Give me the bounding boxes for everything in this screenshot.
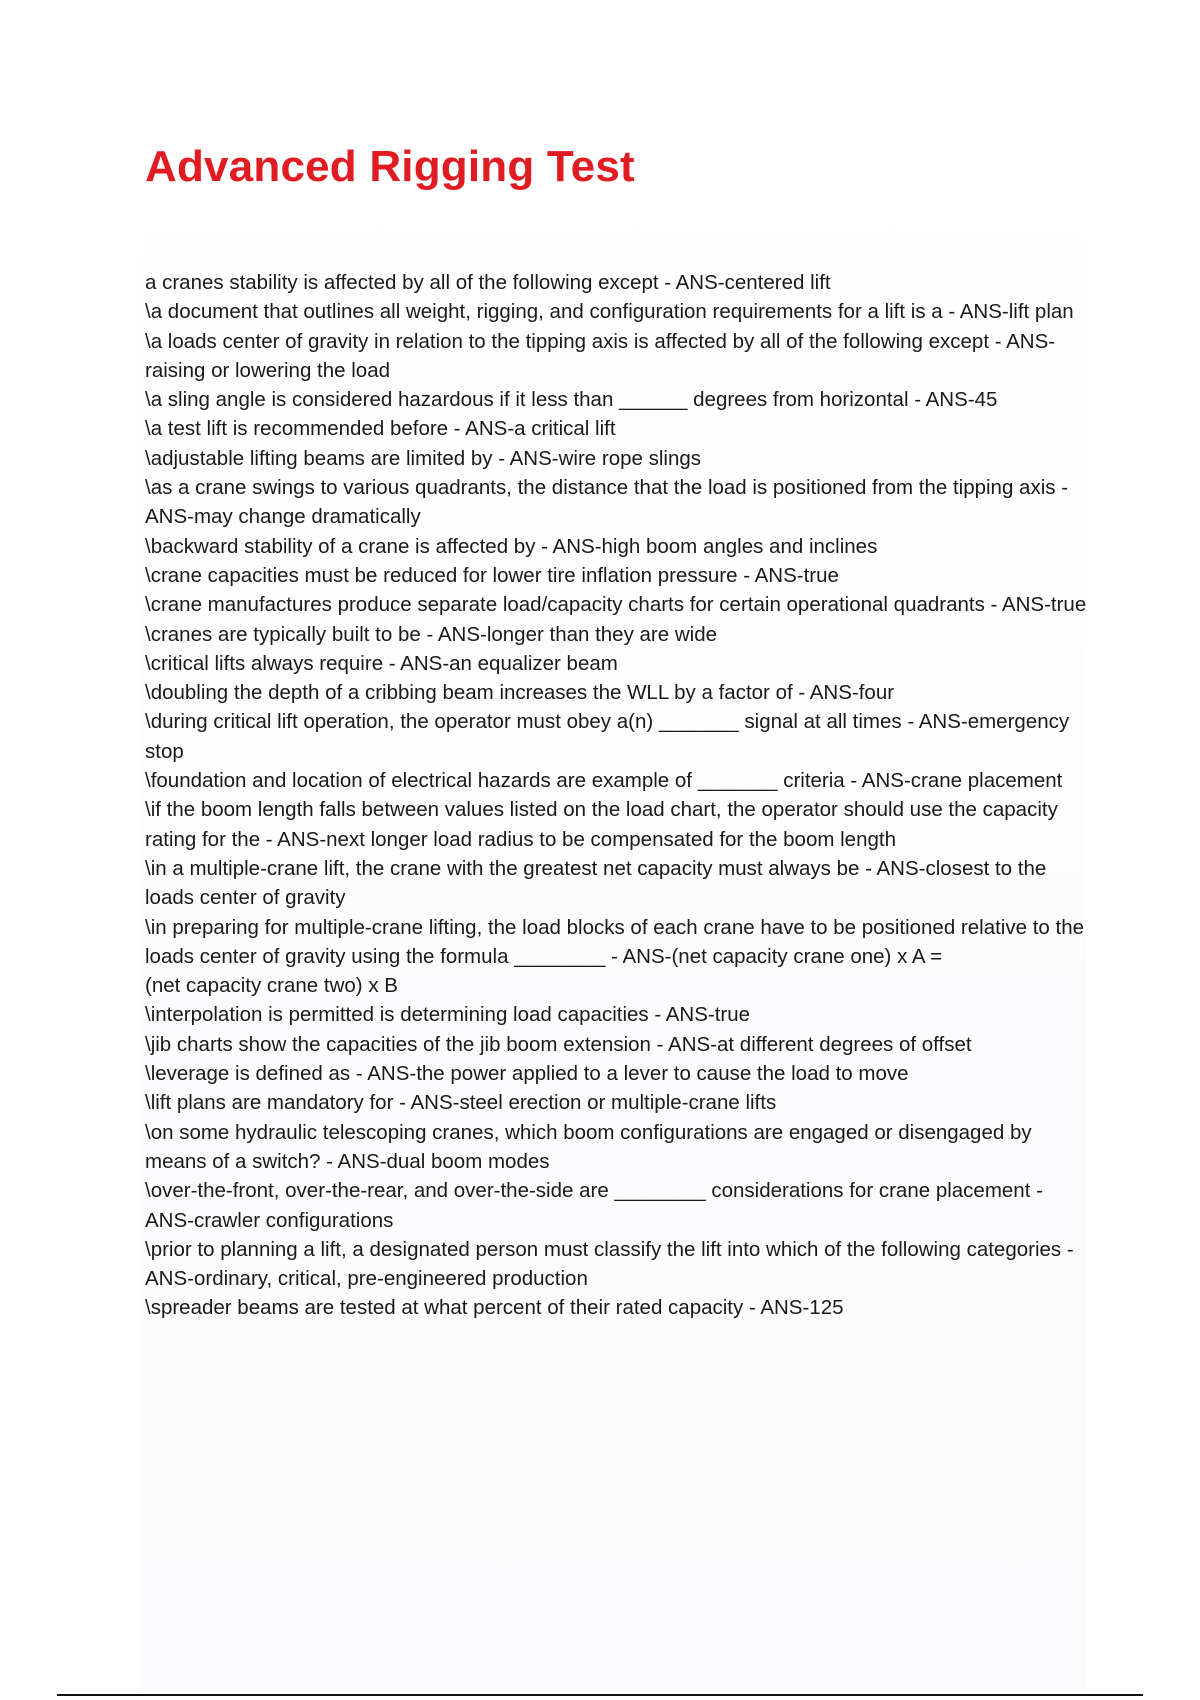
qa-entry: \cranes are typically built to be - ANS-longer than they are wide (145, 622, 718, 646)
qa-entry: \in preparing for multiple-crane lifting, the load blocks of each crane have to be positioned relative to the loads center of gravity using the formula ________ - ANS-(net capacity crane one) x A = (145, 915, 1090, 968)
qa-entry: \in a multiple-crane lift, the crane with the greatest net capacity must always be - ANS-closest to the loads center of gravity (145, 856, 1052, 910)
qa-entry: \backward stability of a crane is affected by - ANS-high boom angles and inclines (145, 534, 878, 558)
qa-entry: \lift plans are mandatory for - ANS-steel erection or multiple-crane lifts (145, 1091, 777, 1115)
qa-entry: \a sling angle is considered hazardous if it less than ______ degrees from horizontal - ANS-45 (145, 388, 998, 412)
qa-entry: \critical lifts always require - ANS-an equalizer beam (145, 651, 618, 675)
qa-entry: \a test lift is recommended before - ANS-a critical lift (145, 417, 616, 441)
qa-entry: \crane capacities must be reduced for lower tire inflation pressure - ANS-true (145, 563, 839, 587)
qa-entry: \doubling the depth of a cribbing beam increases the WLL by a factor of - ANS-four (145, 681, 895, 705)
qa-entry: \over-the-front, over-the-rear, and over-the-side are ________ considerations for crane placement - ANS-crawler configurations (145, 1179, 1048, 1232)
qa-entry: \spreader beams are tested at what percent of their rated capacity - ANS-125 (145, 1296, 844, 1320)
qa-entry: \a loads center of gravity in relation to the tipping axis is affected by all of the following except - ANS-raising or lowering the load (145, 329, 1056, 382)
qa-entry: \as a crane swings to various quadrants, the distance that the load is positioned from the tipping axis - ANS-may change dramatically (145, 476, 1073, 529)
qa-entry: a cranes stability is affected by all of the following except - ANS-centered lift (145, 271, 831, 294)
qa-entry: \during critical lift operation, the operator must obey a(n) _______ signal at all times - ANS-emergency stop (145, 710, 1075, 763)
qa-entry: \leverage is defined as - ANS-the power applied to a lever to cause the load to move (145, 1062, 909, 1086)
qa-entry: \foundation and location of electrical hazards are example of _______ criteria - ANS-crane placement (145, 769, 1063, 793)
qa-entry: \if the boom length falls between values listed on the load chart, the operator should use the capacity rating for the - ANS-next longer load radius to be compensated for the boom length (145, 798, 1064, 851)
qa-entry: \a document that outlines all weight, rigging, and configuration requirements for a lift is a - ANS-lift plan (145, 300, 1074, 324)
qa-list (145, 268, 1090, 1323)
qa-entry: (net capacity crane two) x B (145, 974, 398, 998)
qa-entry: \adjustable lifting beams are limited by - ANS-wire rope slings (145, 446, 702, 470)
document-title: Advanced Rigging Test (145, 142, 635, 191)
qa-entry: \on some hydraulic telescoping cranes, which boom configurations are engaged or disengaged by means of a switch? - ANS-dual boom modes (145, 1120, 1038, 1173)
bottom-divider (57, 1694, 1143, 1696)
qa-entry: \interpolation is permitted is determining load capacities - ANS-true (145, 1003, 751, 1027)
qa-entry: \jib charts show the capacities of the jib boom extension - ANS-at different degrees of offset (145, 1032, 972, 1056)
qa-entry: \prior to planning a lift, a designated person must classify the lift into which of the following categories - ANS-ordinary, critical, pre-engineered production (145, 1237, 1079, 1291)
qa-entry: \crane manufactures produce separate load/capacity charts for certain operational quadrants - ANS-true (145, 593, 1087, 617)
